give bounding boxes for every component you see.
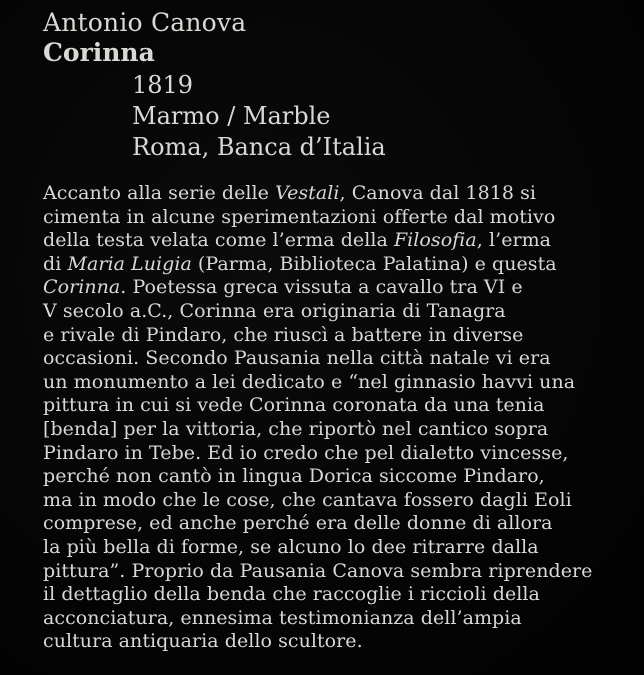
description-line [43, 418, 618, 442]
description-line [43, 630, 618, 654]
description-text-segment: di [43, 252, 68, 275]
description-line [43, 560, 618, 584]
description-text-segment: perché non cantò in lingua Dorica siccome Pindaro, [43, 465, 545, 488]
description-text-segment: V secolo a.C., Corinna era originaria di Tanagra [43, 299, 506, 322]
description-line [43, 442, 618, 466]
description-text-segment: acconciatura, ennesima testimonianza dell’ampia [43, 606, 522, 629]
description-italic-segment: Maria Luigia [67, 252, 192, 275]
description-text-segment: pittura”. Proprio da Pausania Canova sembra riprendere [43, 559, 593, 582]
description-text-segment: (Parma, Biblioteca Palatina) e questa [191, 252, 557, 275]
description-text-segment: cimenta in alcune sperimentazioni offerte dal motivo [43, 205, 556, 228]
artwork-material: Marmo / Marble [132, 102, 331, 130]
description-line [43, 607, 618, 631]
description-line [43, 394, 618, 418]
description-text [43, 182, 618, 654]
description-text-segment: comprese, ed anche perché era delle donne di allora [43, 512, 553, 535]
description-text-segment: pittura in cui si vede Corinna coronata da una tenia [43, 394, 545, 417]
artist-name: Antonio Canova [43, 8, 247, 37]
description-line [43, 489, 618, 513]
description-line [43, 347, 618, 371]
description-text-segment: Accanto alla serie delle [43, 182, 276, 204]
description-line [43, 465, 618, 489]
description-text-segment: occasioni. Secondo Pausania nella città natale vi era [43, 347, 551, 370]
description-text-segment: la più bella di forme, se alcuno lo dee ritrarre dalla [43, 535, 539, 558]
description-line [43, 276, 618, 300]
description-text-segment: della testa velata come l’erma della [43, 229, 394, 252]
description-line [43, 206, 618, 230]
description-line [43, 229, 618, 253]
artwork-year: 1819 [132, 71, 194, 99]
artwork-location: Roma, Banca d’Italia [132, 133, 386, 161]
description-line [43, 300, 618, 324]
artwork-details [132, 70, 386, 163]
description-text-segment: , l’erma [476, 229, 552, 252]
artwork-title: Corinna [43, 38, 155, 67]
description-italic-segment: Filosofia [393, 229, 477, 252]
description-text-segment: un monumento a lei dedicato e “nel ginnasio havvi una [43, 370, 576, 393]
description-line [43, 253, 618, 277]
description-line [43, 324, 618, 348]
description-line [43, 512, 618, 536]
description-line [43, 536, 618, 560]
description-italic-segment: Corinna [43, 276, 121, 299]
description-text-segment: [benda] per la vittoria, che riportò nel cantico sopra [43, 417, 549, 440]
description-line [43, 371, 618, 395]
description-line [43, 182, 618, 206]
description-text-segment: cultura antiquaria dello scultore. [43, 630, 363, 653]
description-text-segment: il dettaglio della benda che raccoglie i riccioli della [43, 583, 540, 606]
description-text-segment: e rivale di Pindaro, che riuscì a battere in diverse [43, 323, 524, 346]
label-header [43, 8, 246, 68]
description-text-segment: , Canova dal 1818 si [339, 182, 537, 204]
description-text-segment: ma in modo che le cose, che cantava fossero dagli Eoli [43, 488, 572, 511]
description-text-segment: . Poetessa greca vissuta a cavallo tra VI e [120, 276, 523, 299]
description-line [43, 583, 618, 607]
description-text-segment: Pindaro in Tebe. Ed io credo che pel dialetto vincesse, [43, 441, 569, 464]
description-italic-segment: Vestali [275, 182, 340, 204]
